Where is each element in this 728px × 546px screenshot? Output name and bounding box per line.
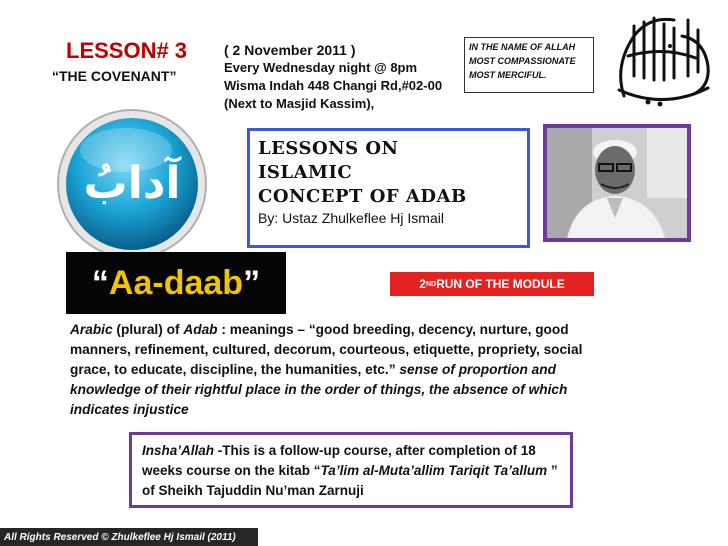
lesson-date: ( 2 November 2011 ) bbox=[224, 42, 356, 58]
schedule-info bbox=[224, 41, 442, 113]
title-box bbox=[247, 128, 530, 248]
author: By: Ustaz Zhulkeflee Hj Ismail bbox=[258, 210, 444, 226]
aadaab-banner bbox=[66, 252, 286, 314]
title-line: ISLAMIC bbox=[258, 162, 353, 183]
adab-word: Adab bbox=[183, 322, 218, 337]
lesson-number: LESSON# 3 bbox=[66, 38, 188, 63]
basmala-line: IN THE NAME OF ALLAH bbox=[469, 42, 576, 52]
arabic-word: Arabic bbox=[70, 322, 113, 337]
followup-author: ” of Sheikh Tajuddin Nu’man Zarnuji bbox=[142, 463, 558, 498]
run-number: 2 bbox=[419, 277, 426, 291]
copyright-footer: All Rights Reserved © Zhulkeflee Hj Ismail (2011) bbox=[0, 528, 258, 546]
lesson-venue-note: (Next to Masjid Kassim), bbox=[224, 96, 375, 111]
title-line: CONCEPT OF ADAB bbox=[258, 186, 467, 207]
followup-box bbox=[129, 432, 573, 508]
title-line: LESSONS ON bbox=[258, 138, 399, 159]
basmala-calligraphy-icon bbox=[604, 6, 722, 114]
open-quote: “ bbox=[91, 263, 109, 302]
run-text: RUN OF THE MODULE bbox=[436, 277, 565, 291]
aadaab-word: Aa-daab bbox=[108, 263, 244, 302]
lesson-schedule: Every Wednesday night @ 8pm bbox=[224, 60, 418, 75]
followup-text: -This is a follow-up course, after completion of 18 weeks course on the kitab “ bbox=[142, 443, 536, 478]
adab-badge-icon bbox=[54, 106, 210, 262]
adab-meaning bbox=[70, 320, 610, 420]
meaning-text: : meanings – “good breeding, decency, nurture, good manners, refinement, cultured, decorum, courteous, etiquette, propriety, social grace, to educate, discipline, the humanities, etc.” bbox=[70, 322, 583, 377]
close-quote: ” bbox=[243, 263, 261, 302]
run-suffix: ND bbox=[425, 280, 437, 288]
inshallah: Insha’Allah bbox=[142, 443, 215, 458]
plural-of: (plural) of bbox=[112, 322, 184, 337]
ustaz-photo bbox=[543, 124, 691, 242]
basmala-line: MOST COMPASSIONATE bbox=[469, 56, 576, 66]
kitab-title: Ta’lim al-Muta’allim Tariqit Ta’allum bbox=[320, 463, 548, 478]
lesson-subtitle: “THE COVENANT” bbox=[52, 68, 177, 84]
portrait-image-icon bbox=[547, 128, 687, 238]
adab-arabic-text: آدابُ bbox=[83, 158, 181, 209]
module-run-badge bbox=[390, 272, 594, 296]
lesson-venue: Wisma Indah 448 Changi Rd,#02-00 bbox=[224, 78, 443, 93]
basmala-line: MOST MERCIFUL. bbox=[469, 70, 547, 80]
basmala-translation-box bbox=[464, 37, 594, 93]
meaning-italic: sense of proportion and knowledge of their rightful place in the order of things, the absence of which indicates injustice bbox=[70, 362, 568, 417]
